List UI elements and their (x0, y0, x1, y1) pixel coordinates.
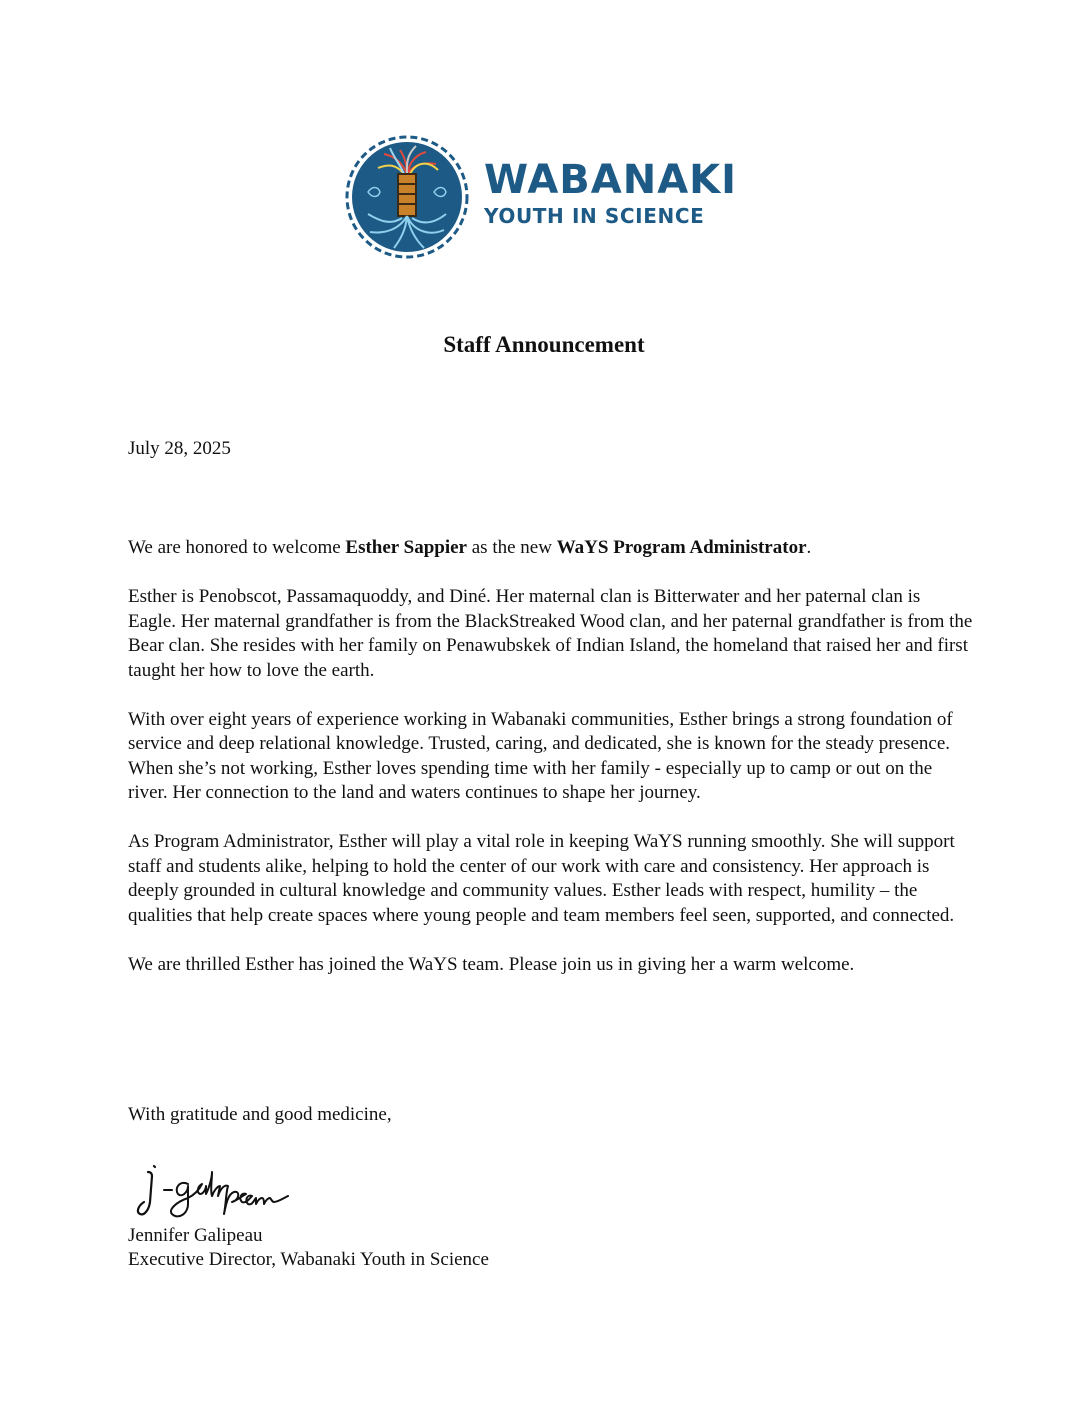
welcome-paragraph: We are thrilled Esther has joined the WaYS team. Please join us in giving her a warm welcome. (128, 953, 855, 975)
logo-line-2: YOUTH IN SCIENCE (484, 204, 705, 228)
logo-line-1: WABANAKI (484, 157, 738, 203)
intro-paragraph (128, 536, 973, 561)
intro-text-middle: as the new (467, 537, 557, 558)
letter-date: July 28, 2025 (128, 438, 231, 459)
organization-logo (344, 134, 754, 264)
experience-paragraph: With over eight years of experience working in Wabanaki communities, Esther brings a strong foundation of service and deep relational knowledge. Trusted, caring, and dedicated, she is known for the steady presence. When she’s not working, Esther loves spending time with her family - especially up to camp or out on the river. Her connection to the land and waters continues to shape her journey. (128, 708, 953, 803)
new-staff-name: Esther Sappier (345, 537, 467, 558)
handwritten-signature (130, 1160, 310, 1224)
intro-text-before: We are honored to welcome (128, 537, 346, 558)
tree-emblem-icon (344, 134, 470, 260)
new-staff-role: WaYS Program Administrator (556, 537, 807, 558)
signer-name: Jennifer Galipeau (128, 1225, 263, 1246)
background-paragraph: Esther is Penobscot, Passamaquoddy, and Diné. Her maternal clan is Bitterwater and her paternal clan is Eagle. Her maternal grandfather is from the BlackStreaked Wood clan, and her paternal grandfather is from the Bear clan. She resides with her family on Penawubskek of Indian Island, the homeland that raised her and first taught her how to love the earth. (128, 586, 973, 681)
logo-wordmark (484, 157, 738, 228)
intro-text-after: . (806, 537, 812, 558)
closing-line: With gratitude and good medicine, (128, 1104, 392, 1125)
role-paragraph: As Program Administrator, Esther will play a vital role in keeping WaYS running smoothly. She will support staff and students alike, helping to hold the center of our work with care and consistency. Her approach is deeply grounded in cultural knowledge and community values. Esther leads with respect, humility – the qualities that help create spaces where young people and team members feel seen, supported, and connected. (128, 831, 955, 926)
letter-body (128, 536, 973, 1002)
announcement-title: Staff Announcement (443, 332, 645, 357)
signer-title: Executive Director, Wabanaki Youth in Science (128, 1249, 489, 1270)
